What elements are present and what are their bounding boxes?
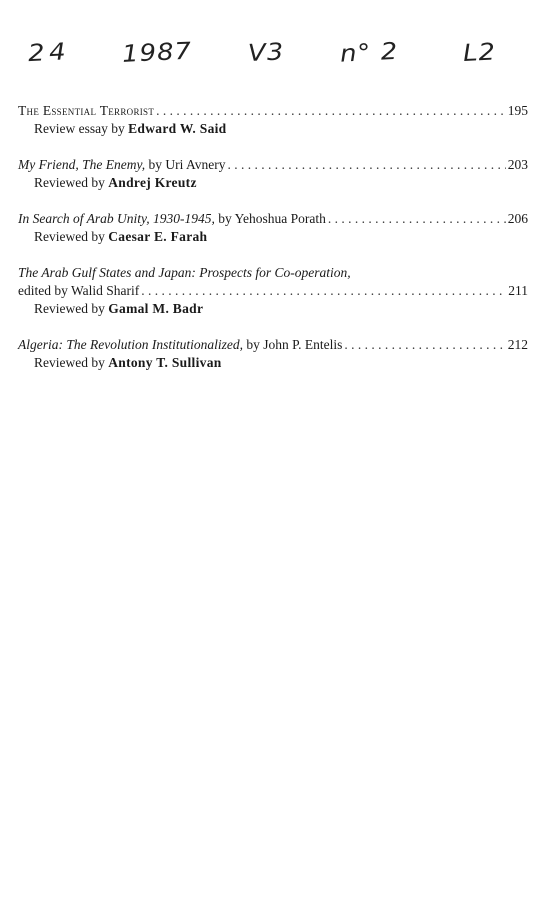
entry-title: The Essential Terrorist: [18, 103, 155, 118]
dot-leader: [344, 336, 505, 354]
toc-title-line: [18, 282, 528, 300]
reviewer-line: [18, 120, 528, 138]
reviewer-role: Reviewed by: [34, 355, 105, 370]
reviewer-role: Reviewed by: [34, 175, 105, 190]
reviewer-line: [18, 354, 528, 372]
toc-entry: [18, 210, 528, 246]
reviewer-role: Reviewed by: [34, 229, 105, 244]
reviewer-name: Gamal M. Badr: [108, 301, 204, 316]
toc-title-line: [18, 336, 528, 354]
reviewer-role: Review essay by: [34, 121, 125, 136]
dot-leader: [156, 102, 506, 120]
handwritten-number: n° 2: [339, 38, 400, 68]
page-number: 211: [508, 283, 528, 298]
page-number: 206: [507, 211, 528, 226]
reviewer-name: Antony T. Sullivan: [108, 355, 222, 370]
entry-title: Algeria: The Revolution Institutionalized,: [18, 337, 243, 352]
handwritten-code: L2: [462, 38, 497, 68]
toc-entry: [18, 102, 528, 138]
reviewer-line: [18, 300, 528, 318]
dot-leader: [141, 282, 506, 300]
toc-entry: [18, 336, 528, 372]
entry-title: In Search of Arab Unity, 1930-1945,: [18, 211, 215, 226]
entry-title: My Friend, The Enemy,: [18, 157, 146, 172]
handwritten-mark: 2 4: [27, 38, 68, 68]
page-number: 203: [507, 157, 528, 172]
reviewer-name: Caesar E. Farah: [108, 229, 208, 244]
reviewer-role: Reviewed by: [34, 301, 105, 316]
reviewer-line: [18, 228, 528, 246]
toc-entry: [18, 264, 528, 318]
page-number: 212: [507, 337, 528, 352]
handwritten-volume: V3: [247, 38, 286, 68]
dot-leader: [328, 210, 506, 228]
entry-author: edited by Walid Sharif: [18, 283, 140, 298]
page-number: 195: [507, 103, 528, 118]
toc-title-line: [18, 156, 528, 174]
reviewer-name: Edward W. Said: [128, 121, 227, 136]
reviewer-line: [18, 174, 528, 192]
toc-entry: [18, 156, 528, 192]
entry-author: by Yehoshua Porath: [214, 211, 326, 226]
entry-title: The Arab Gulf States and Japan: Prospects for Co-operation,: [18, 265, 351, 280]
reviewer-name: Andrej Kreutz: [108, 175, 197, 190]
toc-title-line: [18, 102, 528, 120]
handwritten-annotations: [0, 38, 550, 78]
dot-leader: [227, 156, 505, 174]
entry-author: by Uri Avnery: [145, 157, 226, 172]
entry-author: by John P. Entelis: [242, 337, 343, 352]
table-of-contents: [18, 102, 528, 390]
handwritten-year: 1987: [121, 37, 193, 69]
toc-title-line: [18, 210, 528, 228]
